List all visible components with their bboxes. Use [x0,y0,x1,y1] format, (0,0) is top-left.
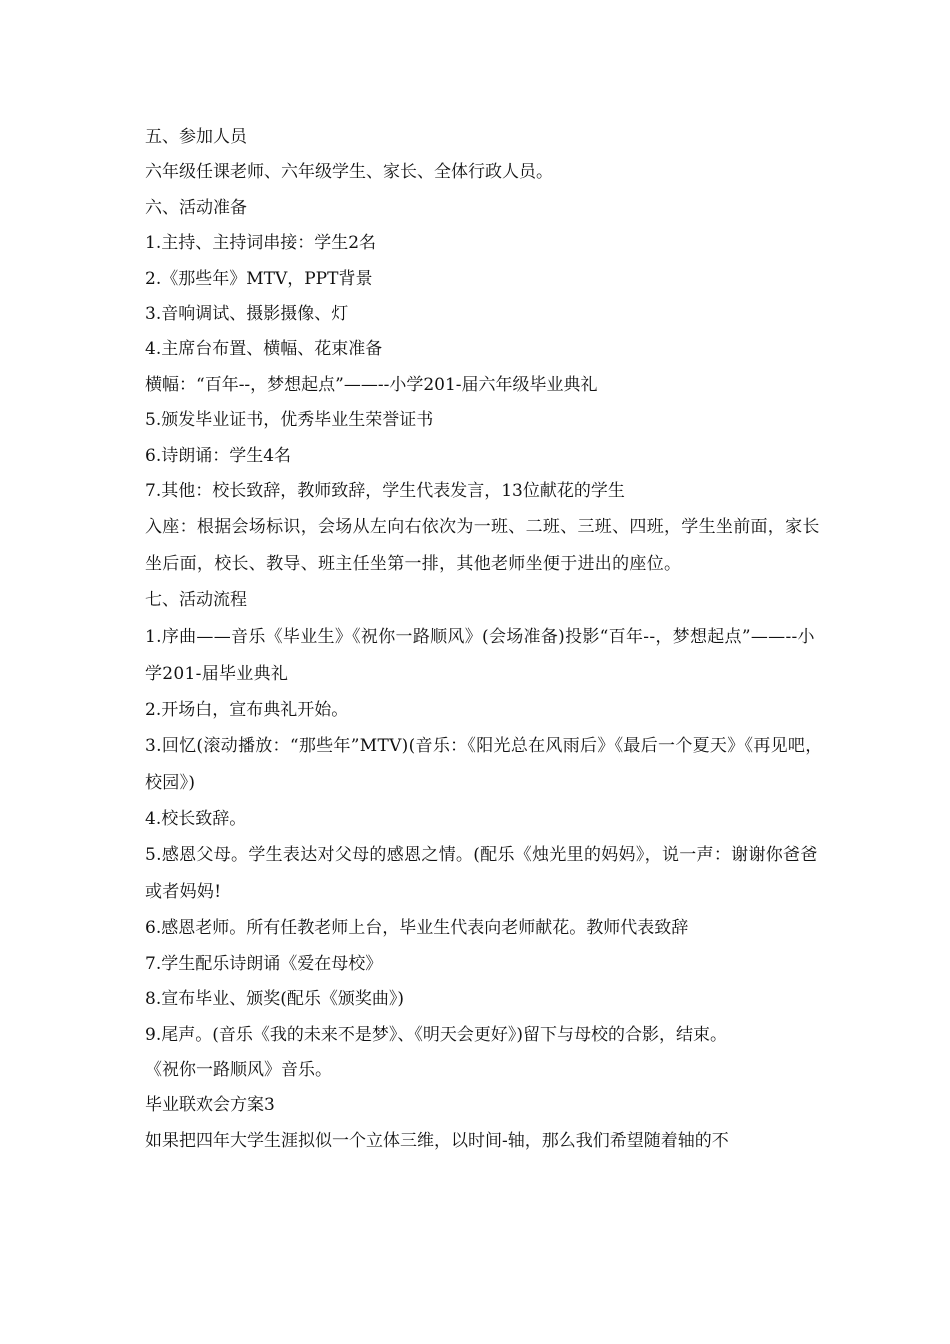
list-item: 1.主持、主持词串接：学生2名 [145,233,377,254]
list-item: 2.开场白，宣布典礼开始。 [145,699,349,720]
list-item: 7.其他：校长致辞，教师致辞，学生代表发言，13位献花的学生 [145,480,625,501]
list-item: 4.主席台布置、横幅、花束准备 [145,339,383,360]
list-item: 1.序曲——音乐《毕业生》《祝你一路顺风》(会场准备)投影“百年--，梦想起点”——--小学201-届毕业典礼 [145,626,815,684]
paragraph: 《祝你一路顺风》音乐。 [145,1060,332,1081]
paragraph: 入座：根据会场标识，会场从左向右依次为一班、二班、三班、四班，学生坐前面，家长坐后面，校长、教导、班主任坐第一排，其他老师坐便于进出的座位。 [145,517,820,575]
list-item: 7.学生配乐诗朗诵《爱在母校》 [145,953,383,974]
section-heading-plan-3: 毕业联欢会方案3 [145,1095,275,1116]
list-item: 4.校长致辞。 [145,809,247,830]
section-heading-participants: 五、参加人员 [145,127,247,147]
list-item: 3.回忆(滚动播放：“那些年”MTV)(音乐：《阳光总在风雨后》《最后一个夏天》《再见吧，校园》) [145,736,823,794]
section-heading-preparation: 六、活动准备 [145,197,247,218]
list-item: 8.宣布毕业、颁奖(配乐《颁奖曲》) [145,989,404,1010]
list-item: 6.诗朗诵：学生4名 [145,445,292,466]
paragraph: 横幅：“百年--，梦想起点”——--小学201-届六年级毕业典礼 [145,374,598,395]
list-item: 5.感恩父母。学生表达对父母的感恩之情。(配乐《烛光里的妈妈》，说一声：谢谢你爸爸或者妈妈! [145,845,818,903]
list-item: 9.尾声。(音乐《我的未来不是梦》、《明天会更好》)留下与母校的合影，结束。 [145,1024,727,1045]
paragraph: 如果把四年大学生涯拟似一个立体三维，以时间-轴，那么我们希望随着轴的不 [145,1130,729,1151]
list-item: 5.颁发毕业证书，优秀毕业生荣誉证书 [145,410,434,431]
list-item: 6.感恩老师。所有任教老师上台，毕业生代表向老师献花。教师代表致辞 [145,918,689,939]
list-item: 2.《那些年》MTV，PPT背景 [145,268,373,289]
paragraph: 六年级任课老师、六年级学生、家长、全体行政人员。 [145,162,553,183]
document-body [145,120,825,1159]
list-item: 3.音响调试、摄影摄像、灯 [145,303,349,324]
section-heading-process: 七、活动流程 [145,590,247,611]
